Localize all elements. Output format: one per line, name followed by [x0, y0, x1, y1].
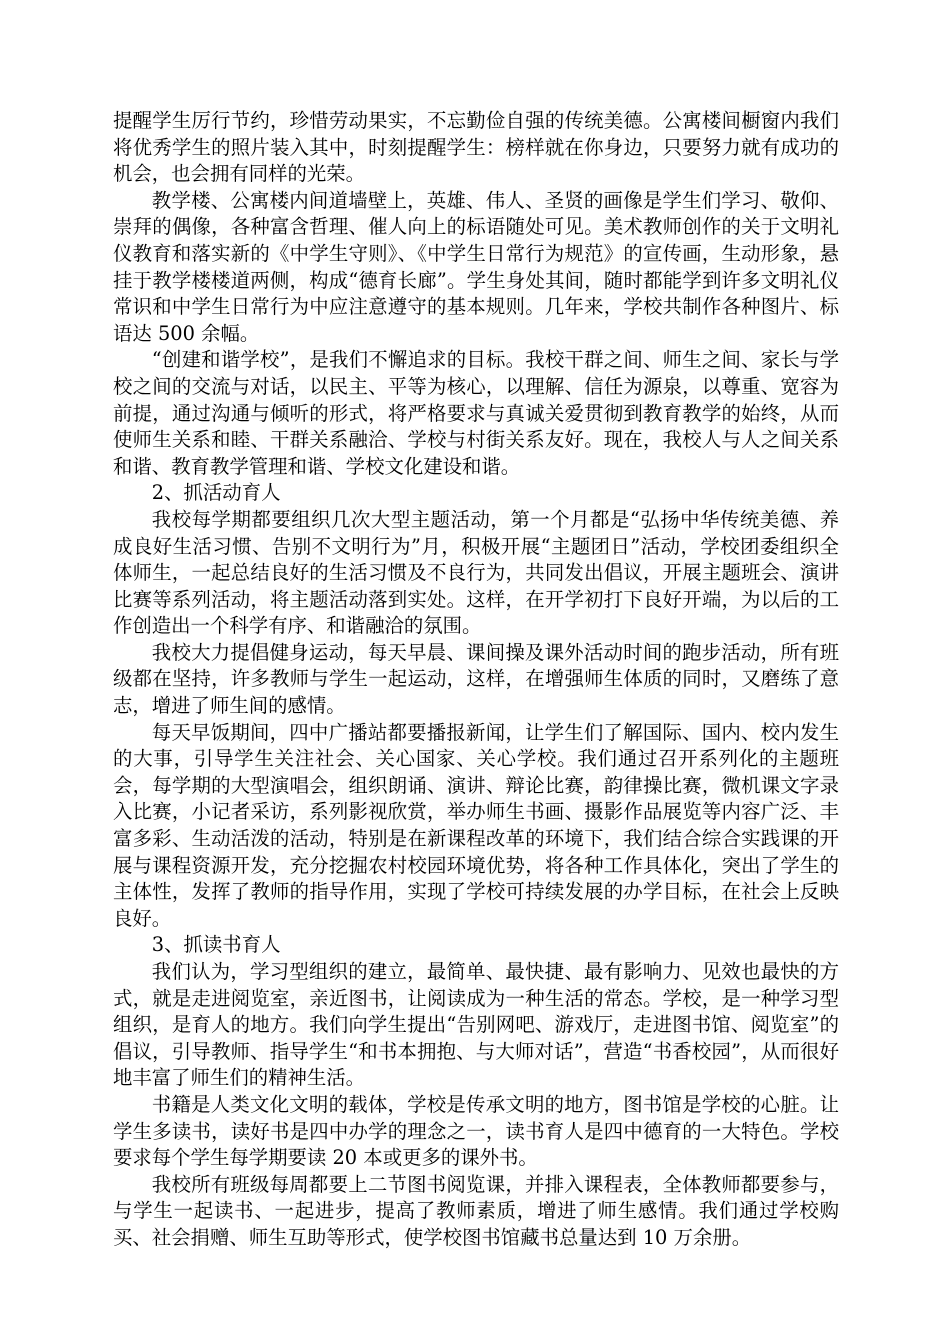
paragraph-7: 我们认为，学习型组织的建立，最简单、最快捷、最有影响力、见效也最快的方式，就是走进阅览室，亲近图书，让阅读成为一种生活的常态。学校，是一种学习型组织，是育人的地方。我们向学生提出“告别网吧、游戏厅，走进图书馆、阅览室”的倡议，引导教师、指导学生“和书本拥抱、与大师对话”，营造“书香校园”，从而很好地丰富了师生们的精神生活。: [113, 960, 839, 1090]
section-heading-activity: 2、抓活动育人: [151, 481, 281, 505]
paragraph-6: 每天早饭期间，四中广播站都要播报新闻，让学生们了解国际、国内、校内发生的大事，引导学生关注社会、关心国家、关心学校。我们通过召开系列化的主题班会，每学期的大型演唱会，组织朗诵、演讲、辩论比赛，韵律操比赛，微机课文字录入比赛，小记者采访，系列影视欣赏，举办师生书画、摄影作品展览等内容广泛、丰富多彩、生动活泼的活动，特别是在新课程改革的环境下，我们结合综合实践课的开展与课程资源开发，充分挖掘农村校园环境优势，将各种工作具体化，突出了学生的主体性，发挥了教师的指导作用，实现了学校可持续发展的办学目标，在社会上反映良好。: [113, 720, 839, 930]
document-page: [113, 108, 839, 1252]
section-heading-reading: 3、抓读书育人: [151, 933, 281, 957]
paragraph-9: 我校所有班级每周都要上二节图书阅览课，并排入课程表，全体教师都要参与，与学生一起读书、一起进步，提高了教师素质，增进了师生感情。我们通过学校购买、社会捐赠、师生互助等形式，使学校图书馆藏书总量达到 10 万余册。: [113, 1172, 839, 1249]
paragraph-5: 我校大力提倡健身运动，每天早晨、课间操及课外活动时间的跑步活动，所有班级都在坚持，许多教师与学生一起运动，这样，在增强师生体质的同时，又磨练了意志，增进了师生间的感情。: [113, 640, 839, 718]
paragraph-8: 书籍是人类文化文明的载体，学校是传承文明的地方，图书馆是学校的心脏。让学生多读书，读好书是四中办学的理念之一，读书育人是四中德育的一大特色。学校要求每个学生每学期要读 20 本或更多的课外书。: [113, 1092, 839, 1170]
paragraph-2: 教学楼、公寓楼内间道墙壁上，英雄、伟人、圣贤的画像是学生们学习、敬仰、崇拜的偶像，各种富含哲理、催人向上的标语随处可见。美术教师创作的关于文明礼仪教育和落实新的《中学生守则》、《中学生日常行为规范》的宣传画，生动形象，悬挂于教学楼楼道两侧，构成“德育长廊”。学生身处其间，随时都能学到许多文明礼仪常识和中学生日常行为中应注意遵守的基本规则。几年来，学校共制作各种图片、标语达 500 余幅。: [113, 188, 839, 345]
paragraph-3: “创建和谐学校”，是我们不懈追求的目标。我校干群之间、师生之间、家长与学校之间的交流与对话，以民主、平等为核心，以理解、信任为源泉，以尊重、宽容为前提，通过沟通与倾听的形式，将严格要求与真诚关爱贯彻到教育教学的始终，从而使师生关系和睦、干群关系融洽、学校与村街关系友好。现在，我校人与人之间关系和谐、教育教学管理和谐、学校文化建设和谐。: [113, 348, 839, 478]
paragraph-1: 提醒学生厉行节约，珍惜劳动果实，不忘勤俭自强的传统美德。公寓楼间橱窗内我们将优秀学生的照片装入其中，时刻提醒学生：榜样就在你身边，只要努力就有成功的机会，也会拥有同样的光荣。: [113, 109, 839, 186]
paragraph-4: 我校每学期都要组织几次大型主题活动，第一个月都是“弘扬中华传统美德、养成良好生活习惯、告别不文明行为”月，积极开展“主题团日”活动，学校团委组织全体师生，一起总结良好的生活习惯及不良行为，共同发出倡议，开展主题班会、演讲比赛等系列活动，将主题活动落到实处。这样，在开学初打下良好开端，为以后的工作创造出一个科学有序、和谐融洽的氛围。: [113, 507, 839, 638]
